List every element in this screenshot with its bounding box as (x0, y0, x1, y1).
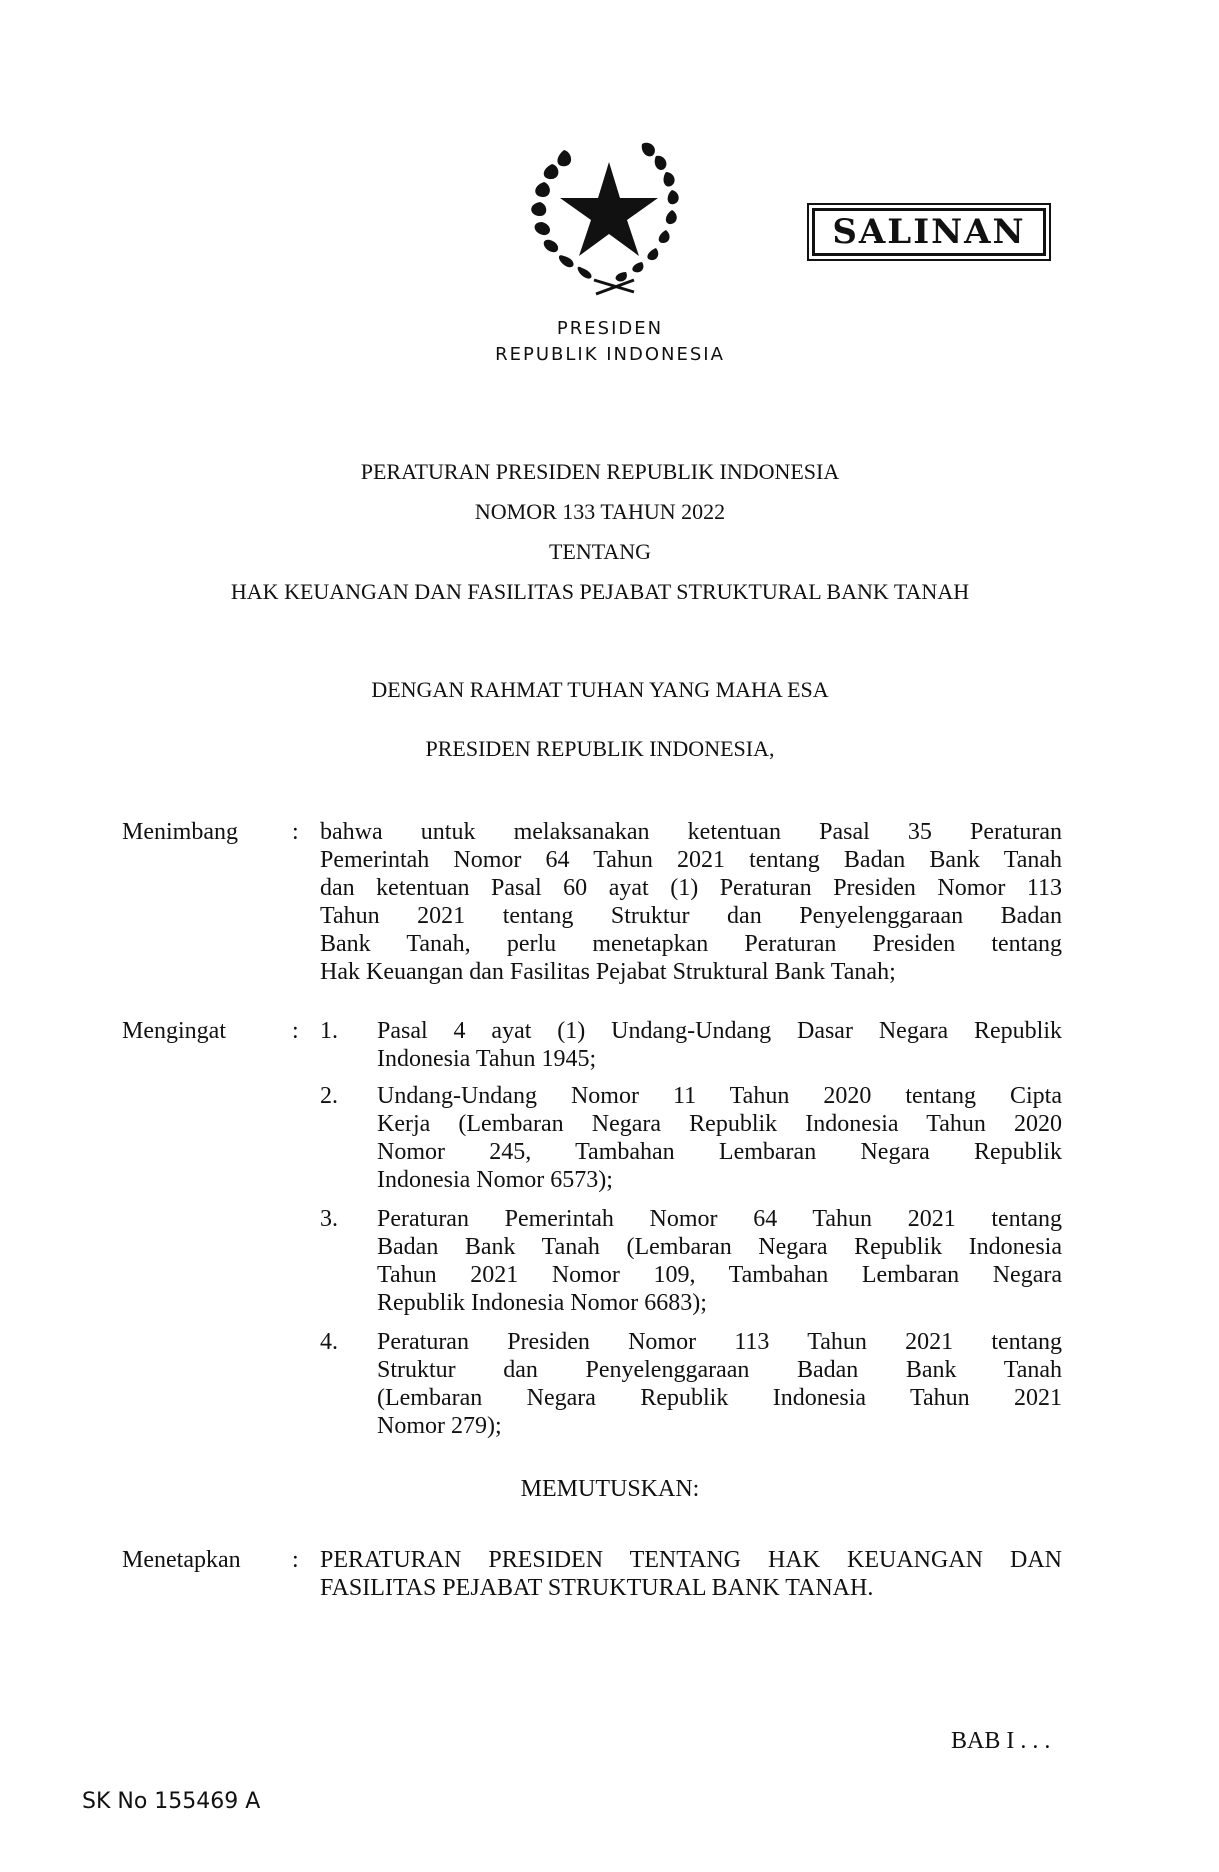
title-line-3: TENTANG (548, 539, 652, 564)
mengingat-line: Tahun 2021 Nomor 109, Tambahan Lembaran Negara (377, 1262, 1062, 1288)
mengingat-line: Undang-Undang Nomor 11 Tahun 2020 tentang Cipta (377, 1083, 1062, 1109)
menetapkan-line: PERATURAN PRESIDEN TENTANG HAK KEUANGAN DAN (320, 1547, 1062, 1573)
menetapkan-line: FASILITAS PEJABAT STRUKTURAL BANK TANAH. (320, 1575, 874, 1601)
mengingat-line: Nomor 279); (377, 1413, 502, 1439)
sk-number: SK No 155469 A (82, 1789, 261, 1814)
menimbang-line: Bank Tanah, perlu menetapkan Peraturan Presiden tentang (320, 931, 1062, 957)
mengingat-item-3-number: 3. (320, 1206, 338, 1232)
mengingat-line: Nomor 245, Tambahan Lembaran Negara Republik (377, 1139, 1062, 1165)
garuda-star-emblem-icon (524, 130, 694, 302)
mengingat-label: Mengingat (122, 1018, 226, 1044)
title-line-1: PERATURAN PRESIDEN REPUBLIK INDONESIA (360, 459, 840, 484)
invocation-line-2: PRESIDEN REPUBLIK INDONESIA, (425, 736, 775, 761)
mengingat-line: Peraturan Pemerintah Nomor 64 Tahun 2021 tentang (377, 1206, 1062, 1232)
mengingat-line: (Lembaran Negara Republik Indonesia Tahun 2021 (377, 1385, 1062, 1411)
mengingat-item-4-number: 4. (320, 1329, 338, 1355)
mengingat-item-2-number: 2. (320, 1083, 338, 1109)
menimbang-line: Tahun 2021 tentang Struktur dan Penyelenggaraan Badan (320, 903, 1062, 929)
menetapkan-text (320, 1546, 1062, 1602)
mengingat-line: Pasal 4 ayat (1) Undang-Undang Dasar Negara Republik (377, 1018, 1062, 1044)
salinan-stamp (807, 203, 1051, 261)
mengingat-colon: : (292, 1018, 299, 1044)
title-line-2: NOMOR 133 TAHUN 2022 (474, 499, 726, 524)
header-president: PRESIDEN (556, 318, 664, 339)
mengingat-item-2 (377, 1082, 1062, 1194)
invocation-line-1: DENGAN RAHMAT TUHAN YANG MAHA ESA (371, 677, 829, 702)
mengingat-line: Indonesia Tahun 1945; (377, 1046, 597, 1072)
menimbang-line: bahwa untuk melaksanakan ketentuan Pasal 35 Peraturan (320, 819, 1062, 845)
mengingat-line: Struktur dan Penyelenggaraan Badan Bank Tanah (377, 1357, 1062, 1383)
memutuskan-heading: MEMUTUSKAN: (520, 1476, 700, 1502)
mengingat-item-4 (377, 1328, 1062, 1440)
menimbang-colon: : (292, 819, 299, 845)
menetapkan-label: Menetapkan (122, 1547, 241, 1573)
menimbang-label: Menimbang (122, 819, 238, 845)
header-republic: REPUBLIK INDONESIA (495, 344, 725, 365)
salinan-stamp-text: SALINAN (812, 208, 1046, 256)
mengingat-item-1-number: 1. (320, 1018, 338, 1044)
mengingat-line: Badan Bank Tanah (Lembaran Negara Republik Indonesia (377, 1234, 1062, 1260)
mengingat-item-1 (377, 1017, 1062, 1073)
menetapkan-colon: : (292, 1547, 299, 1573)
mengingat-line: Indonesia Nomor 6573); (377, 1167, 613, 1193)
mengingat-line: Kerja (Lembaran Negara Republik Indonesia Tahun 2020 (377, 1111, 1062, 1137)
title-line-4: HAK KEUANGAN DAN FASILITAS PEJABAT STRUKTURAL BANK TANAH (230, 579, 970, 604)
menimbang-text (320, 818, 1062, 986)
mengingat-line: Peraturan Presiden Nomor 113 Tahun 2021 tentang (377, 1329, 1062, 1355)
mengingat-item-3 (377, 1205, 1062, 1317)
menimbang-line: dan ketentuan Pasal 60 ayat (1) Peraturan Presiden Nomor 113 (320, 875, 1062, 901)
menimbang-line: Pemerintah Nomor 64 Tahun 2021 tentang Badan Bank Tanah (320, 847, 1062, 873)
next-page-indicator: BAB I . . . (951, 1728, 1051, 1754)
menimbang-line: Hak Keuangan dan Fasilitas Pejabat Struktural Bank Tanah; (320, 959, 896, 985)
mengingat-line: Republik Indonesia Nomor 6683); (377, 1290, 707, 1316)
